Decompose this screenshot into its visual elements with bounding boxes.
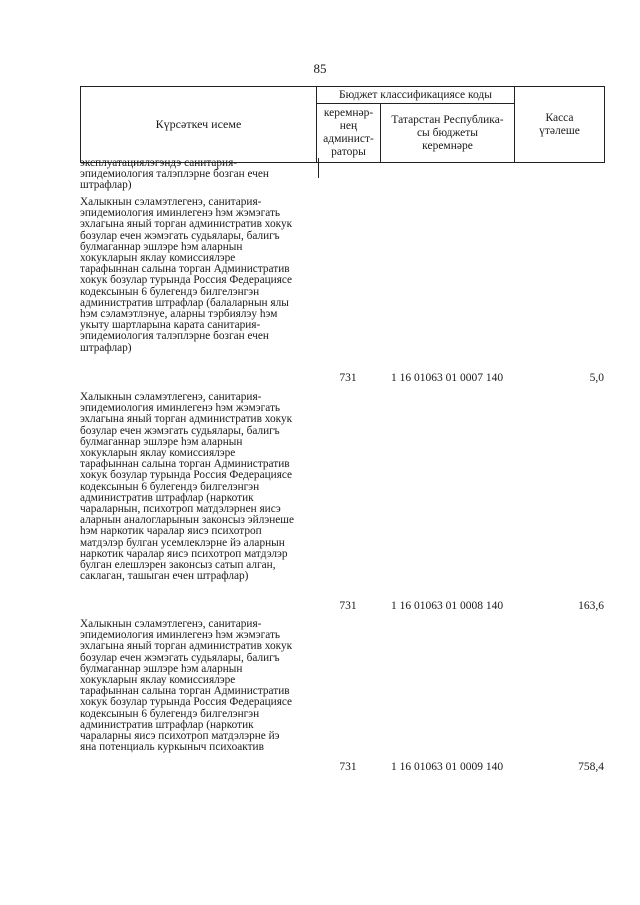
row-admin-code: 731	[339, 761, 357, 773]
column-indicator-name: Күрсәткеч исеме	[81, 87, 317, 163]
row-amount: 163,6	[578, 600, 604, 612]
table-header	[80, 86, 605, 163]
column-cash-execution: Касса үтәлеше	[515, 87, 605, 163]
column-budget-codes: Бюджет классификациясе коды	[317, 87, 515, 104]
row-amount: 5,0	[589, 372, 604, 384]
column-divider	[318, 158, 319, 178]
page-number: 85	[313, 61, 327, 76]
column-admin: керемнәр- нең админист- раторы	[317, 104, 381, 163]
row-description: Халыкнын сэламэтлегенэ, санитария- эпидемиология иминлегенэ һэм жэмэгать эхлагына яный торган административ хокук бозулар ечен жэмэгать судьялары, балигъ булмаганнар эшлэре һэм аларнын хокукларын яклау комиссиялэре тарафыннан салына торган Административ хокук бозулар турында Россия Федерациясе кодексынын 6 булегендэ билгелэнгэн административ штрафлар (наркотик чараларнын, психотроп матдэлэрнен яисэ аларнын аналогларынын законсыз эйлэнеше һэм наркотик чаралар яисэ психотроп матдэлэр булган усемлеклэрне йэ аларнын наркотик чаралар яисэ психотроп матдэлэр булган елешлэрен законсыз сатып алган, саклаган, ташыган ечен штрафлар)	[80, 391, 294, 583]
row-description: Халыкнын сэламэтлегенэ, санитария- эпидемиология иминлегенэ һэм жэмэгать эхлагына яный торган административ хокук бозулар ечен жэмэгать судьялары, балигъ булмаганнар эшлэре һэм аларнын хокукларын яклау комиссиялэре тарафыннан салына торган Административ хокук бозулар турында Россия Федерациясе кодексынын 6 булегендэ билгелэнгэн административ штрафлар (балаларнын ялы һэм сэламэтлэнуе, аларны тэрбиялэу һэм укыту шартларына карата санитария- эпидемиология талэплэрне бозган ечен штрафлар)	[80, 196, 293, 354]
row-description: эксплуатациялэгэндэ санитария- эпидемиология талэплэрне бозган ечен штрафлар)	[80, 157, 269, 192]
row-amount: 758,4	[578, 761, 604, 773]
row-admin-code: 731	[339, 372, 357, 384]
row-revenue-code: 1 16 01063 01 0007 140	[390, 372, 504, 384]
row-description: Халыкнын сэламэтлегенэ, санитария- эпидемиология иминлегенэ һэм жэмэгать эхлагына яный торган административ хокук бозулар ечен жэмэгать судьялары, балигъ булмаганнар эшлэре һэм аларнын хокукларын яклау комиссиялэре тарафыннан салына торган Административ хокук бозулар турында Россия Федерациясе кодексынын 6 булегендэ билгелэнгэн административ штрафлар (наркотик чараларны яисэ психотроп матдэлэрне йэ яна потенциаль куркыныч психоактив	[80, 618, 293, 754]
row-revenue-code: 1 16 01063 01 0009 140	[390, 761, 504, 773]
column-revenue: Татарстан Республика- сы бюджеты керемнәре	[381, 104, 515, 163]
row-revenue-code: 1 16 01063 01 0008 140	[390, 600, 504, 612]
row-admin-code: 731	[339, 600, 357, 612]
